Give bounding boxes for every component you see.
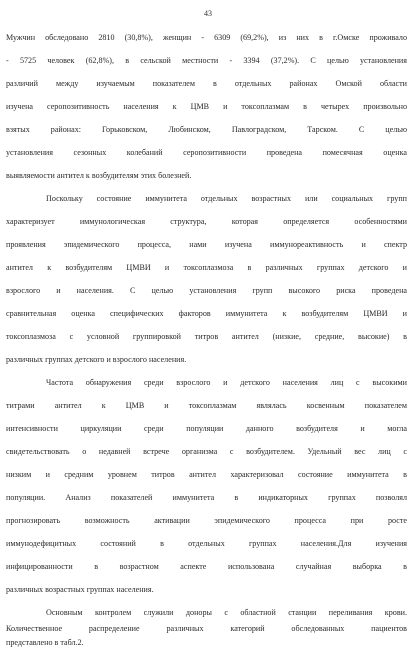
text-line: Основным контролем служили доноры с областной станции переливания крови.	[46, 608, 407, 617]
text-line: Количественное распределение различных категорий обследованных пациентов	[6, 624, 407, 633]
text-line: Частота обнаружения среди взрослого и детского населения лиц с высокими	[46, 378, 407, 387]
text-line: свидетельствовать о недавней встрече организма с возбудителем. Удельный вес лиц с	[6, 447, 407, 456]
text-line: антител к возбудителям ЦМВИ и токсоплазмоза в различных группах детского и	[6, 263, 407, 272]
text-line: характеризует иммунологическая структура, которая определяется особенностями	[6, 217, 407, 226]
page-number: 43	[204, 9, 212, 18]
text-line: токсоплазмоза с условной группировкой титров антител (низкие, средние, высокие) в	[6, 332, 407, 341]
text-line: титрами антител к ЦМВ и токсоплазмам являлась косвенным показателем	[6, 401, 407, 410]
text-line: сравнительная оценка специфических факторов иммунитета к возбудителям ЦМВИ и	[6, 309, 407, 318]
text-line: установления сезонных колебаний серопозитивности проведена помесячная оценка	[6, 148, 407, 157]
text-line: популяции. Анализ показателей иммунитета в индикаторных группах позволял	[6, 493, 407, 502]
text-line: инфицированности в возрастном аспекте использована случайная выборка в	[6, 562, 407, 571]
text-line: различных группах детского и взрослого населения.	[6, 355, 187, 364]
text-line: изучена серопозитивность населения к ЦМВ и токсоплазмам в четырех произвольно	[6, 102, 407, 111]
text-line: различных возрастных группах населения.	[6, 585, 154, 594]
text-line: взятых районах: Горьковском, Любинском, Павлоградском, Тарском. С целью	[6, 125, 407, 134]
text-line: выявляемости антител к возбудителям этих болезней.	[6, 171, 192, 180]
text-line: проявления эпидемического процесса, нами изучена иммунореактивность и спектр	[6, 240, 407, 249]
text-line: иммунодефицитных состояний в отдельных группах населения.Для изучения	[6, 539, 407, 548]
text-line: интенсивности циркуляции среди популяции данного возбудителя и могла	[6, 424, 407, 433]
text-line: представлено в табл.2.	[6, 638, 84, 647]
text-line: взрослого и населения. С целью установления групп высокого риска проведена	[6, 286, 407, 295]
text-line: различий между изучаемым показателем в отдельных районах Омской области	[6, 79, 407, 88]
text-line: Мужчин обследовано 2810 (30,8%), женщин - 6309 (69,2%), из них в г.Омске проживало	[6, 33, 407, 42]
text-line: Поскольку состояние иммунитета отдельных возрастных или социальных групп	[46, 194, 407, 203]
text-line: прогнозировать возможность активации эпидемического процесса при росте	[6, 516, 407, 525]
text-line: низким и средним уровнем титров антител характеризовал состояние иммунитета в	[6, 470, 407, 479]
text-line: - 5725 человек (62,8%), в сельской местности - 3394 (37,2%). С целью установления	[6, 56, 407, 65]
